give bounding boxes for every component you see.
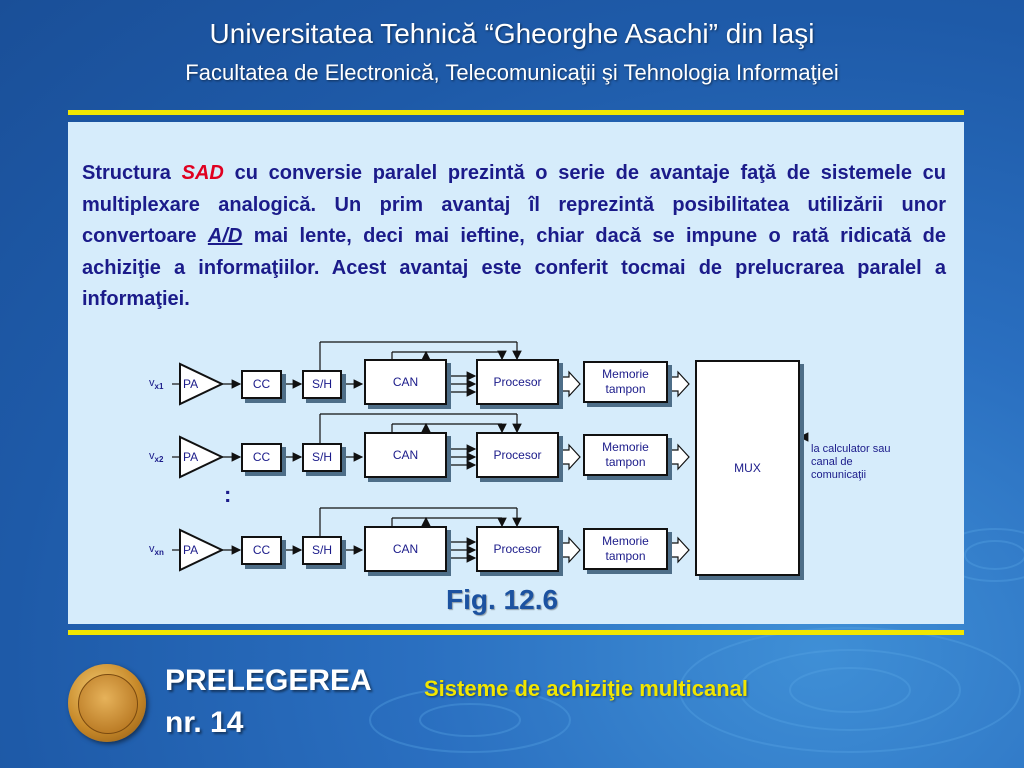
lecture-title: PRELEGEREA	[165, 664, 372, 697]
cc-block-1: CC	[241, 370, 282, 399]
sh-block-2: S/H	[302, 443, 342, 472]
figure-caption: Fig. 12.6	[446, 584, 559, 615]
memorie-block-n: Memorie tampon	[583, 528, 668, 570]
memorie-block-1: Memorie tampon	[583, 361, 668, 403]
input-label-vxn: $v_{xn}$	[149, 543, 164, 558]
lecture-number: nr. 14	[165, 706, 244, 739]
cc-block-n: CC	[241, 536, 282, 565]
can-block-1: CAN	[364, 359, 447, 405]
pa-label-n: PA	[183, 543, 199, 557]
can-block-n: CAN	[364, 526, 447, 572]
memorie-block-2: Memorie tampon	[583, 434, 668, 476]
university-medal-logo	[68, 664, 146, 742]
procesor-block-2: Procesor	[476, 432, 559, 478]
para-text-3: mai lente, deci mai ieftine, chiar dacă se impune o rată ridicată de achiziţie a informaţiilor. Acest avantaj este conferit tocmai de prelucrarea paralel a informaţiei.	[82, 225, 946, 310]
university-title: Universitatea Tehnică “Gheorghe Asachi” din Iaşi	[209, 18, 815, 49]
procesor-block-1: Procesor	[476, 359, 559, 405]
faculty-subtitle: Facultatea de Electronică, Telecomunicaţii şi Tehnologia Informaţiei	[185, 60, 839, 85]
ad-term: A/D	[207, 225, 243, 247]
cc-block-2: CC	[241, 443, 282, 472]
input-label-vx1: $v_{x1}$	[149, 377, 164, 392]
can-block-2: CAN	[364, 432, 447, 478]
sh-block-1: S/H	[302, 370, 342, 399]
pa-label-2: PA	[183, 450, 199, 464]
mux-block: MUX	[695, 360, 800, 576]
input-label-vx2: $v_{x2}$	[149, 450, 164, 465]
channel-ellipsis: :	[224, 482, 232, 507]
lecture-subject: Sisteme de achiziţie multicanal	[424, 676, 749, 701]
para-text-2: cu conversie paralel prezintă o serie de avantaje faţă de sistemele cu multiplexare analogică. Un prim avantaj îl reprezintă posibilitatea utilizării unor convertoare	[82, 162, 946, 247]
pa-label-1: PA	[183, 377, 199, 391]
sh-block-n: S/H	[302, 536, 342, 565]
output-label: la calculator sau canal de comunicaţii	[811, 443, 891, 481]
para-text-1: Structura	[82, 162, 182, 184]
procesor-block-n: Procesor	[476, 526, 559, 572]
sad-term: SAD	[181, 162, 224, 184]
